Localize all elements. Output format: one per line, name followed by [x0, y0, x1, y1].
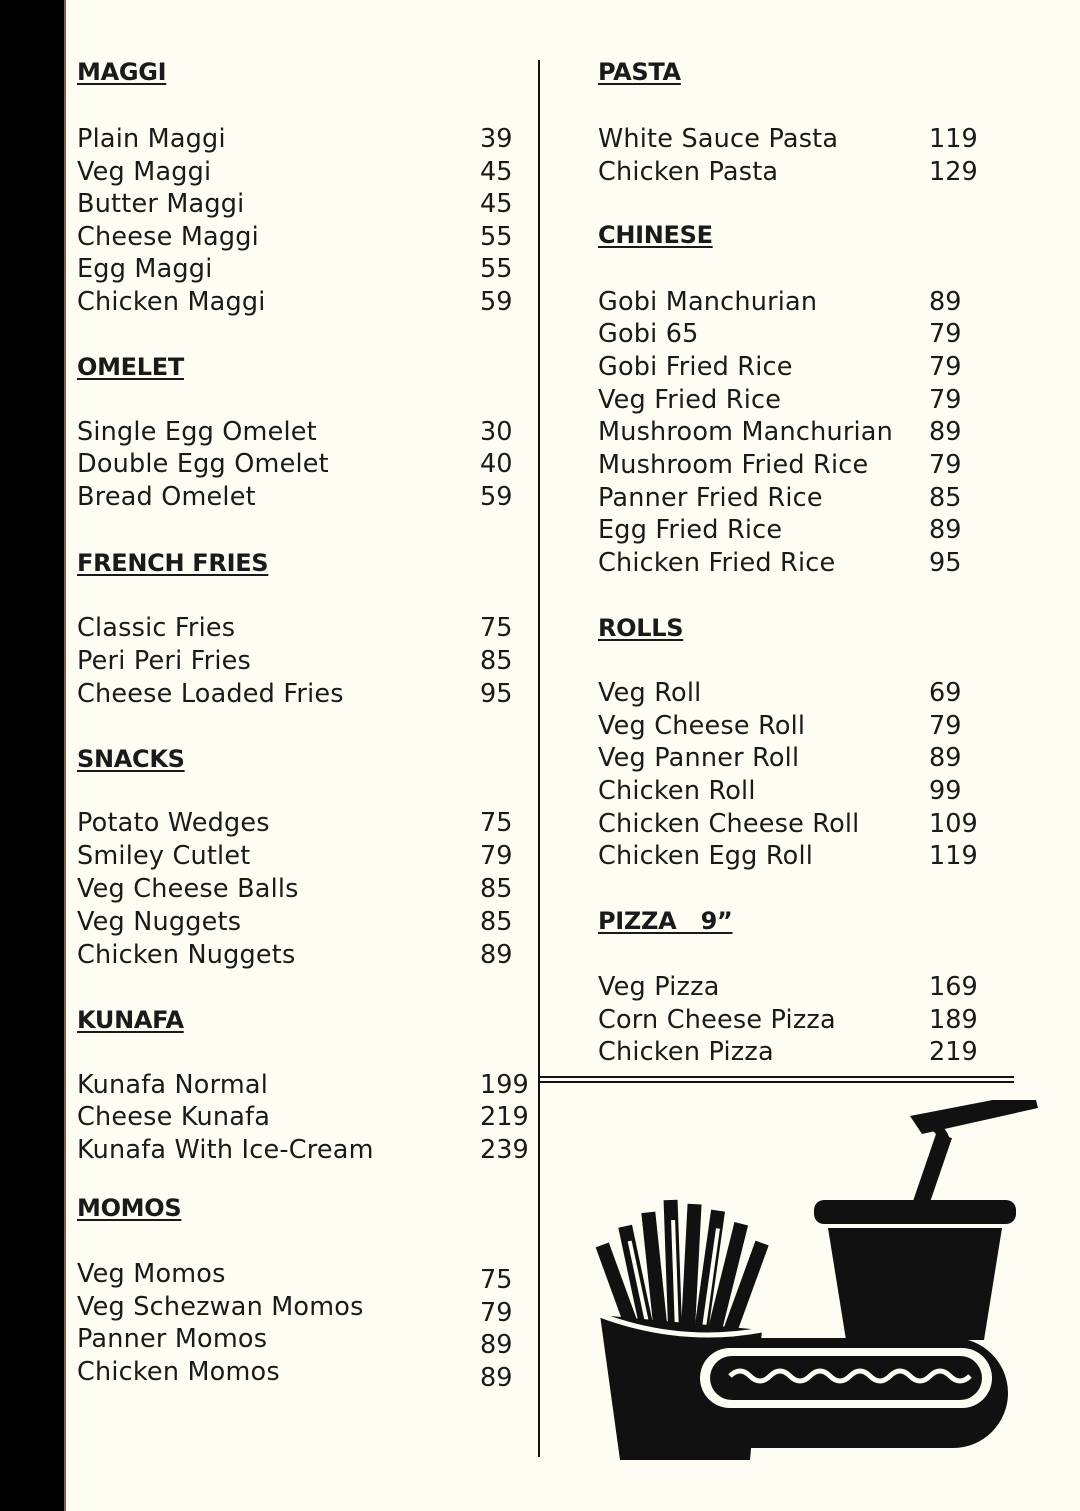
menu-item-price: 79 [480, 1298, 513, 1328]
menu-item-price: 79 [929, 352, 962, 382]
section-heading: MOMOS [77, 1194, 182, 1222]
menu-item-price: 95 [480, 679, 513, 709]
menu-item-name: Chicken Cheese Roll [598, 809, 860, 839]
menu-item-price: 89 [929, 515, 962, 545]
menu-item-name: Egg Fried Rice [598, 515, 783, 545]
menu-item-name: Veg Schezwan Momos [77, 1292, 364, 1322]
menu-item-name: Kunafa Normal [77, 1070, 268, 1100]
section-heading: SNACKS [77, 745, 185, 773]
menu-item-name: Chicken Maggi [77, 287, 266, 317]
menu-item-name: Veg Maggi [77, 157, 212, 187]
menu-item-name: Corn Cheese Pizza [598, 1005, 836, 1035]
menu-item-price: 85 [480, 646, 513, 676]
section-heading: CHINESE [598, 221, 713, 249]
menu-item-name: Plain Maggi [77, 124, 226, 154]
menu-item-price: 95 [929, 548, 962, 578]
section-heading: MAGGI [77, 58, 167, 86]
section-heading: OMELET [77, 353, 184, 381]
menu-item-name: Panner Fried Rice [598, 483, 823, 513]
menu-item-price: 219 [929, 1037, 978, 1067]
menu-item-name: Veg Momos [77, 1259, 226, 1289]
menu-item-name: Gobi 65 [598, 319, 699, 349]
menu-item-price: 189 [929, 1005, 978, 1035]
menu-item-name: Egg Maggi [77, 254, 213, 284]
menu-item-price: 85 [929, 483, 962, 513]
section-heading: PIZZA 9” [598, 907, 733, 935]
cup-body [828, 1228, 1002, 1340]
menu-item-name: Gobi Manchurian [598, 287, 818, 317]
double-rule-bottom [540, 1081, 1014, 1083]
menu-item-price: 89 [929, 287, 962, 317]
menu-item-price: 85 [480, 907, 513, 937]
menu-item-name: Butter Maggi [77, 189, 245, 219]
menu-item-price: 169 [929, 972, 978, 1002]
section-heading: FRENCH FRIES [77, 549, 269, 577]
section-heading: PASTA [598, 58, 681, 86]
menu-item-price: 79 [929, 711, 962, 741]
left-black-border [0, 0, 64, 1511]
menu-item-price: 89 [480, 1330, 513, 1360]
menu-item-price: 79 [929, 385, 962, 415]
menu-item-name: Chicken Pasta [598, 157, 779, 187]
menu-item-name: Chicken Fried Rice [598, 548, 836, 578]
menu-item-price: 75 [480, 808, 513, 838]
menu-item-price: 219 [480, 1102, 529, 1132]
menu-item-name: Chicken Egg Roll [598, 841, 814, 871]
menu-item-name: Gobi Fried Rice [598, 352, 793, 382]
menu-item-name: Chicken Pizza [598, 1037, 774, 1067]
menu-item-price: 40 [480, 449, 513, 479]
menu-item-price: 89 [480, 940, 513, 970]
menu-item-name: Veg Cheese Roll [598, 711, 806, 741]
menu-item-price: 45 [480, 157, 513, 187]
menu-item-name: Chicken Nuggets [77, 940, 296, 970]
menu-item-price: 55 [480, 254, 513, 284]
straw-lower [912, 1134, 952, 1208]
menu-item-price: 75 [480, 1265, 513, 1295]
menu-item-price: 239 [480, 1135, 529, 1165]
menu-item-name: Veg Pizza [598, 972, 720, 1002]
menu-item-name: Veg Nuggets [77, 907, 242, 937]
menu-item-price: 30 [480, 417, 513, 447]
menu-item-name: Peri Peri Fries [77, 646, 252, 676]
menu-item-name: Cheese Maggi [77, 222, 259, 252]
menu-item-name: Chicken Momos [77, 1357, 280, 1387]
section-heading: ROLLS [598, 614, 684, 642]
menu-item-price: 79 [929, 450, 962, 480]
section-heading: KUNAFA [77, 1006, 184, 1034]
menu-item-price: 119 [929, 124, 978, 154]
menu-item-name: Veg Panner Roll [598, 743, 800, 773]
menu-item-name: Cheese Loaded Fries [77, 679, 344, 709]
menu-item-price: 59 [480, 287, 513, 317]
menu-item-name: Chicken Roll [598, 776, 756, 806]
menu-item-name: Potato Wedges [77, 808, 270, 838]
menu-item-name: Mushroom Fried Rice [598, 450, 869, 480]
menu-item-price: 109 [929, 809, 978, 839]
menu-item-name: Veg Roll [598, 678, 702, 708]
menu-item-price: 89 [929, 743, 962, 773]
menu-item-name: Mushroom Manchurian [598, 417, 893, 447]
double-rule-top [540, 1076, 1014, 1078]
menu-item-price: 55 [480, 222, 513, 252]
fries-drink-hotdog-icon [590, 1100, 1050, 1460]
menu-item-price: 119 [929, 841, 978, 871]
menu-item-price: 199 [480, 1070, 529, 1100]
menu-item-name: Smiley Cutlet [77, 841, 251, 871]
menu-item-name: Veg Cheese Balls [77, 874, 299, 904]
menu-item-name: Single Egg Omelet [77, 417, 317, 447]
menu-item-price: 69 [929, 678, 962, 708]
border-edge-line [64, 0, 66, 1511]
menu-item-name: Panner Momos [77, 1324, 268, 1354]
menu-item-name: Classic Fries [77, 613, 236, 643]
menu-item-name: Double Egg Omelet [77, 449, 329, 479]
menu-item-name: Cheese Kunafa [77, 1102, 271, 1132]
menu-item-price: 129 [929, 157, 978, 187]
column-divider [538, 60, 540, 1457]
cup-lid [814, 1200, 1016, 1224]
menu-item-price: 59 [480, 482, 513, 512]
menu-item-name: White Sauce Pasta [598, 124, 839, 154]
menu-item-price: 79 [929, 319, 962, 349]
menu-item-price: 45 [480, 189, 513, 219]
menu-item-name: Kunafa With Ice-Cream [77, 1135, 374, 1165]
menu-item-name: Bread Omelet [77, 482, 256, 512]
menu-item-price: 85 [480, 874, 513, 904]
menu-item-price: 75 [480, 613, 513, 643]
menu-item-price: 89 [929, 417, 962, 447]
menu-item-name: Veg Fried Rice [598, 385, 782, 415]
menu-item-price: 39 [480, 124, 513, 154]
menu-item-price: 89 [480, 1363, 513, 1393]
menu-item-price: 79 [480, 841, 513, 871]
menu-item-price: 99 [929, 776, 962, 806]
